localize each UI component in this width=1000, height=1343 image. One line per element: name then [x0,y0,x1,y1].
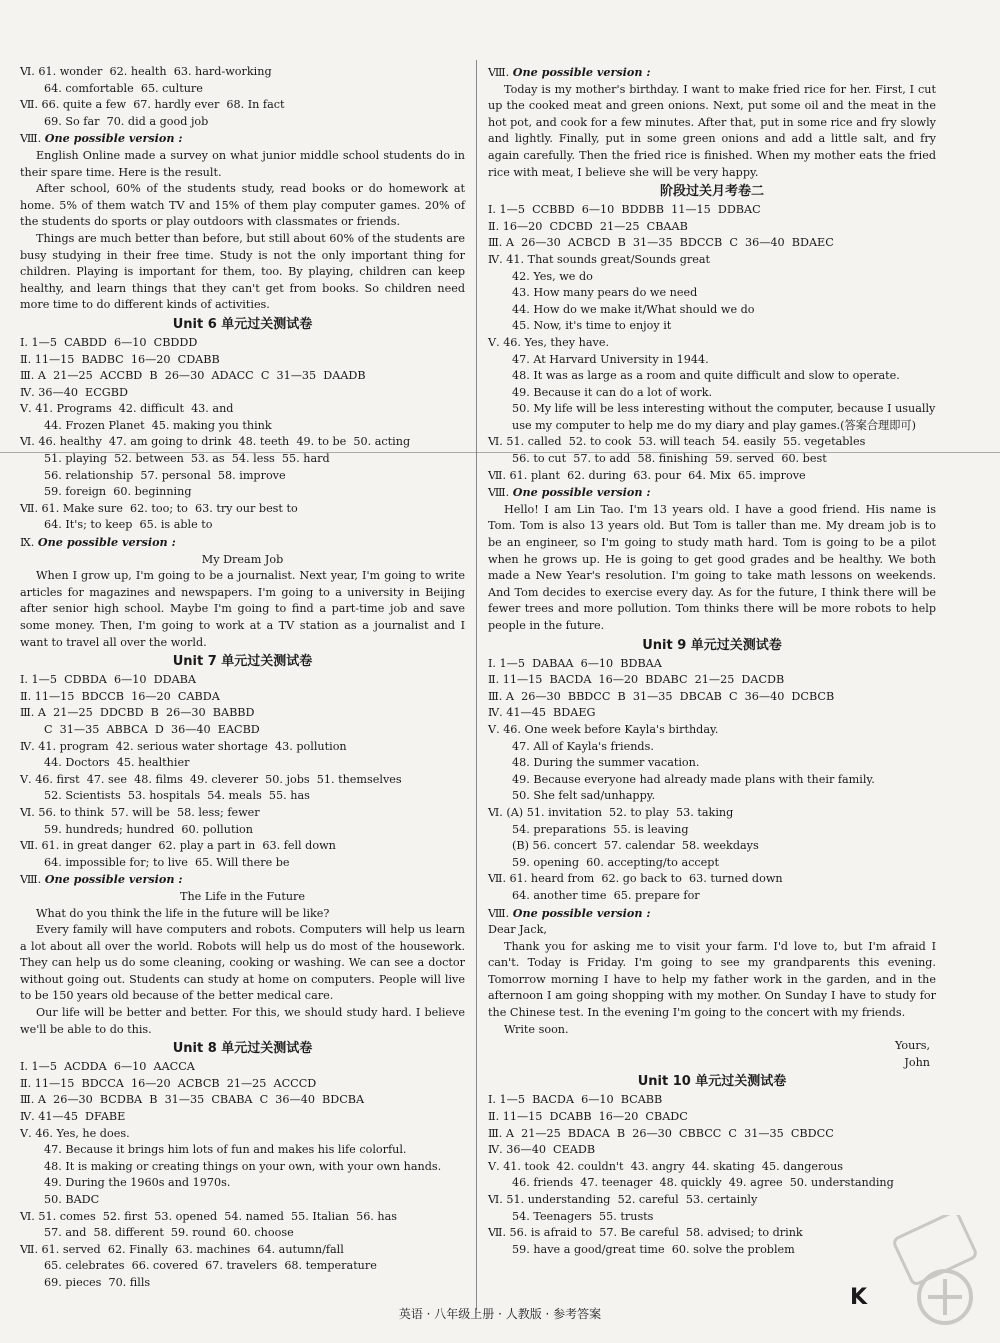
answer-line: Ⅴ. 46. Yes, they have. [488,335,609,349]
answer-line: Ⅴ. 46. Yes, he does. [20,1126,130,1140]
section-numeral: Ⅸ. [20,536,38,550]
possible-version-label: One possible version : [512,485,651,500]
section-numeral: Ⅷ. [20,873,45,887]
essay-paragraph: Today is my mother's birthday. I want to make fried rice for her. First, I cut up the cooked meat and green onions. Next, put some oil and the meat in the hot pot, and cook for a few minutes. After that, put in some rice and fry slowly and lightly. Finally, put in some green onions and add a little salt, and fry again carefully. Then the fried rice is finished. When my mother eats the fried rice with meat, I believe she will be very happy. [488,82,936,179]
answer-line: 69. pieces 70. fills [44,1275,151,1289]
answer-line: 56. to cut 57. to add 58. finishing 59. served 60. best [512,452,827,466]
answer-line: Ⅲ. A 26—30 ACBCD B 31—35 BDCCB C 36—40 BDAEC [488,236,834,250]
answer-line: Ⅶ. 61. served 62. Finally 63. machines 64. autumn/fall [20,1242,344,1256]
answer-line: Ⅵ. 61. wonder 62. health 63. hard-working [20,65,272,78]
answer-line: Ⅱ. 11—15 BADBC 16—20 CDABB [20,352,220,366]
answer-line: 56. relationship 57. personal 58. improve [44,468,286,482]
section-heading: Unit 10 单元过关测试卷 [637,1074,787,1090]
answer-line: 64. impossible for; to live 65. Will there be [44,855,290,869]
answer-line: Ⅴ. 41. took 42. couldn't 43. angry 44. skating 45. dangerous [488,1159,844,1173]
answer-line: Ⅵ. 56. to think 57. will be 58. less; fewer [20,805,260,819]
answer-line: 44. How do we make it/What should we do [512,302,755,316]
essay-paragraph: Our life will be better and better. For this, we should study hard. I believe we'll be able to do this. [20,1006,465,1036]
answer-line: Ⅳ. 36—40 CEADB [488,1143,596,1157]
answer-line: 46. friends 47. teenager 48. quickly 49. agree 50. understanding [512,1176,894,1190]
column-divider [476,60,477,1310]
answer-line: Ⅲ. A 21—25 ACCBD B 26—30 ADACC C 31—35 DAADB [20,369,366,383]
writing-label [488,64,936,82]
answer-line: use my computer to help me do my diary and play games.(答案合理即可) [512,418,916,432]
answer-line: Ⅳ. 41. program 42. serious water shortage 43. pollution [20,739,347,753]
answer-line: 44. Frozen Planet 45. making you think [44,418,272,432]
answer-line: Ⅱ. 16—20 CDCBD 21—25 CBAAB [488,219,688,233]
answer-line: Ⅳ. 41—45 DFABE [20,1110,126,1124]
possible-version-label: One possible version : [512,905,651,920]
answer-line: Ⅳ. 41—45 BDAEG [488,706,596,720]
answer-line: Ⅶ. 56. is afraid to 57. Be careful 58. advised; to drink [488,1226,803,1240]
section-numeral: Ⅷ. [488,486,513,500]
essay-paragraph: Hello! I am Lin Tao. I'm 13 years old. I have a good friend. His name is Tom. Tom is also 13 years old. But Tom is taller than me. My dream job is to be an engineer, so I'm going to study math hard. Tom is going to be a pilot when he grows up. He is going to get good grades and be healthy. We both made a New Year's resolution. I'm going to take math lessons on weekends. And Tom decides to exercise every day. As for the future, I think there will be fewer trees and more pollution. Tom thinks there will be more robots to help people in the future. [488,502,936,632]
answer-line: Ⅰ. 1—5 BACDA 6—10 BCABB [488,1093,663,1107]
answer-line: 48. It was as large as a room and quite difficult and slow to operate. [512,369,900,383]
answer-line: 44. Doctors 45. healthier [44,756,190,770]
page-number: K [850,1285,868,1310]
answer-line: 48. It is making or creating things on your own, with your own hands. [44,1159,442,1173]
answer-line: 47. Because it brings him lots of fun and makes his life colorful. [44,1143,407,1157]
page-footer: 英语 · 八年级上册 · 人教版 · 参考答案 [398,1307,602,1321]
answer-line: Ⅵ. 46. healthy 47. am going to drink 48. teeth 49. to be 50. acting [20,435,411,449]
answer-line: 59. have a good/great time 60. solve the problem [512,1242,795,1256]
section-heading: Unit 6 单元过关测试卷 [172,316,313,332]
answer-line: 64. It's; to keep 65. is able to [44,518,213,532]
answer-line: 51. playing 52. between 53. as 54. less 55. hard [44,452,330,466]
possible-version-label: One possible version : [44,131,183,146]
answer-line: Ⅴ. 46. One week before Kayla's birthday. [488,722,719,736]
answer-line: 59. hundreds; hundred 60. pollution [44,822,253,836]
essay-title: My Dream Job [201,552,284,566]
answer-line: Ⅳ. 41. That sounds great/Sounds great [488,252,711,266]
writing-label [20,534,465,552]
answer-line: Ⅰ. 1—5 CCBBD 6—10 BDDBB 11—15 DDBAC [488,203,761,217]
answer-line: 59. opening 60. accepting/to accept [512,855,719,869]
answer-line: 45. Now, it's time to enjoy it [512,319,672,333]
letter-signoff: Yours, [895,1039,930,1053]
answer-line: Ⅶ. 61. in great danger 62. play a part in 63. fell down [20,839,336,853]
answer-line: 57. and 58. different 59. round 60. choose [44,1226,294,1240]
section-heading: Unit 7 单元过关测试卷 [172,654,313,670]
right-column [488,64,936,1258]
answer-line: Ⅵ. 51. understanding 52. careful 53. certainly [488,1193,758,1206]
answer-line: 47. All of Kayla's friends. [512,739,654,753]
answer-line: Ⅰ. 1—5 DABAA 6—10 BDBAA [488,656,662,670]
answer-line: 43. How many pears do we need [512,286,698,300]
essay-paragraph: Every family will have computers and robots. Computers will help us learn a lot about all over the world. Robots will help us do most of the housework. They can help us do some cleaning, cooking or washing. We can see a doctor without going out. Students can study at home on computers. People will live to be 150 years old because of the better medical care. [20,923,465,1003]
section-numeral: Ⅷ. [488,66,513,79]
answer-line: 48. During the summer vacation. [512,756,700,770]
answer-line: Ⅶ. 66. quite a few 67. hardly ever 68. In fact [20,98,285,112]
answer-line: Ⅴ. 41. Programs 42. difficult 43. and [20,402,234,416]
answer-line: 64. another time 65. prepare for [512,888,700,902]
section-heading: Unit 9 单元过关测试卷 [642,637,782,653]
answer-line: 49. During the 1960s and 1970s. [44,1176,231,1190]
answer-line: 47. At Harvard University in 1944. [512,352,709,366]
answer-line: 50. She felt sad/unhappy. [512,789,656,803]
answer-line: Ⅵ. 51. called 52. to cook 53. will teach 54. easily 55. vegetables [488,435,866,449]
section-heading: Unit 8 单元过关测试卷 [172,1041,313,1057]
answer-line: Ⅶ. 61. heard from 62. go back to 63. turned down [488,872,783,886]
writing-label [20,871,465,889]
answer-line: Ⅰ. 1—5 ACDDA 6—10 AACCA [20,1060,195,1074]
writing-label [488,905,936,923]
left-column [20,64,465,1292]
possible-version-label: One possible version : [44,872,183,887]
possible-version-label: One possible version : [512,65,651,79]
writing-label [488,484,936,502]
answer-line: 69. So far 70. did a good job [44,114,209,128]
answer-line: 52. Scientists 53. hospitals 54. meals 55. has [44,789,310,803]
answer-line: Ⅱ. 11—15 DCABB 16—20 CBADC [488,1110,688,1124]
answer-line: Ⅶ. 61. Make sure 62. too; to 63. try our best to [20,501,298,515]
essay-paragraph: After school, 60% of the students study, read books or do homework at home. 5% of them watch TV and 15% of them play computer games. 20% of the students do sports or play outdoors with classmates or friends. [20,182,465,229]
answer-line: Ⅰ. 1—5 CABDD 6—10 CBDDD [20,335,198,349]
answer-line: 65. celebrates 66. covered 67. travelers 68. temperature [44,1259,377,1273]
answer-line: Ⅳ. 36—40 ECGBD [20,385,128,399]
answer-line: 49. Because it can do a lot of work. [512,385,713,399]
essay-paragraph: Things are much better than before, but still about 60% of the students are busy studying in their free time. Study is not the only important thing for children. Playing is important for them, too. By playing, children can keep healthy, and learn things that they can't get from books. So children need more time to do different kinds of activities. [20,231,465,312]
answer-line: 42. Yes, we do [512,269,593,283]
essay-paragraph: English Online made a survey on what junior middle school students do in their spare time. Here is the result. [20,148,465,179]
answer-line: 50. BADC [44,1193,100,1206]
answer-line: 54. preparations 55. is leaving [512,822,689,836]
answer-line: Ⅲ. A 21—25 DDCBD B 26—30 BABBD [20,706,255,720]
answer-line: Ⅲ. A 21—25 BDACA B 26—30 CBBCC C 31—35 CBDCC [488,1126,834,1140]
answer-line: 54. Teenagers 55. trusts [512,1209,654,1223]
answer-line: Ⅴ. 46. first 47. see 48. films 49. cleverer 50. jobs 51. themselves [20,772,402,786]
answer-line: Ⅰ. 1—5 CDBDA 6—10 DDABA [20,673,196,687]
answer-line: Ⅲ. A 26—30 BBDCC B 31—35 DBCAB C 36—40 DCBCB [488,689,835,703]
essay-title: The Life in the Future [179,889,306,903]
section-numeral: Ⅷ. [20,132,45,146]
answer-line: Ⅱ. 11—15 BACDA 16—20 BDABC 21—25 DACDB [488,673,785,687]
answer-line: Ⅲ. A 26—30 BCDBA B 31—35 CBABA C 36—40 BDCBA [20,1093,365,1107]
possible-version-label: One possible version : [37,535,176,550]
answer-line: 49. Because everyone had already made plans with their family. [512,772,875,786]
letter-signoff: John [904,1055,930,1069]
essay-paragraph: What do you think the life in the future will be like? [36,906,330,920]
answer-line: Ⅵ. 51. comes 52. first 53. opened 54. named 55. Italian 56. has [20,1209,398,1223]
answer-line: (B) 56. concert 57. calendar 58. weekdays [512,839,759,853]
section-heading: 阶段过关月考卷二 [659,184,764,200]
answer-line: 59. foreign 60. beginning [44,485,192,499]
answer-line: Dear Jack, [488,923,547,937]
answer-line: Ⅱ. 11—15 BDCCA 16—20 ACBCB 21—25 ACCCD [20,1076,317,1090]
answer-line: Ⅵ. (A) 51. invitation 52. to play 53. taking [488,805,734,819]
answer-line: Ⅶ. 61. plant 62. during 63. pour 64. Mix 65. improve [488,468,806,482]
answer-line: C 31—35 ABBCA D 36—40 EACBD [44,722,260,736]
writing-label [20,130,465,148]
section-numeral: Ⅷ. [488,906,513,920]
answer-line: 50. My life will be less interesting without the computer, because I usually [512,402,936,416]
essay-paragraph: Thank you for asking me to visit your farm. I'd love to, but I'm afraid I can't. Today is Friday. I'm going to see my grandparents this evening. Tomorrow morning I have to help my father work in the garden, and in the afternoon I am going shopping with my mother. On Sunday I have to study for the Chinese test. In the evening I'm going to the concert with my friends. [488,939,936,1020]
answer-line: 64. comfortable 65. culture [44,81,203,95]
answer-line: Ⅱ. 11—15 BDCCB 16—20 CABDA [20,689,220,703]
essay-paragraph: Write soon. [504,1022,569,1036]
essay-paragraph: When I grow up, I'm going to be a journalist. Next year, I'm going to write articles for magazines and newspapers. I'm going to a university in Beijing after senior high school. Maybe I'm going to find a part-time job and save some money. Then, I'm going to work at a TV station as a journalist and I want to travel all over the world. [20,569,465,649]
